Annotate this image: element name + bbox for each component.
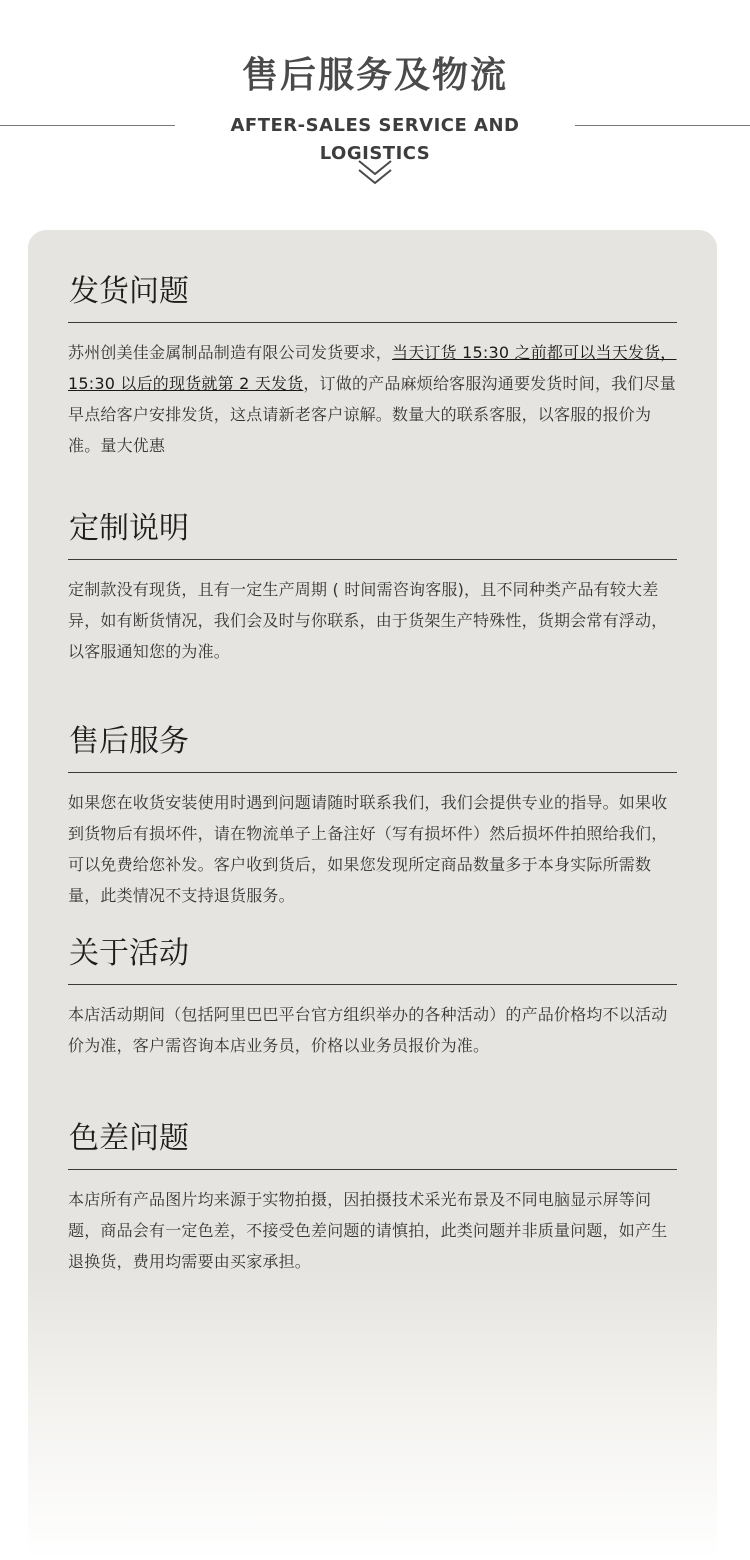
shipping-text-intro: 苏州创美佳金属制品制造有限公司发货要求， (68, 343, 393, 362)
section-heading: 售后服务 (69, 724, 189, 759)
section-promotions (68, 932, 677, 1061)
section-text: 本店所有产品图片均来源于实物拍摄，因拍摄技术采光布景及不同电脑显示屏等问题，商品会有一定色差，不接受色差问题的请慎拍，此类问题并非质量问题，如产生退换货，费用均需要由买家承担。 (68, 1190, 668, 1271)
section-text: 定制款没有现货，且有一定生产周期 ( 时间需咨询客服)，且不同种类产品有较大差异，如有断货情况，我们会及时与你联系，由于货架生产特殊性，货期会常有浮动，以客服通知您的为准。 (68, 580, 668, 661)
section-heading: 定制说明 (69, 511, 189, 546)
page-subtitle: AFTER-SALES SERVICE AND LOGISTICS (230, 115, 520, 164)
section-shipping (68, 270, 677, 461)
shipping-highlight: 当天订货 15:30 之前都可以当天发货，15:30 以后的现货就第 2 天发货 (68, 343, 677, 393)
double-chevron-down-icon (356, 157, 394, 189)
section-divider (68, 984, 677, 985)
section-text: 本店活动期间（包括阿里巴巴平台官方组织举办的各种活动）的产品价格均不以活动价为准，客户需咨询本店业务员，价格以业务员报价为准。 (68, 1005, 668, 1055)
subtitle-row (0, 112, 750, 164)
page-title: 售后服务及物流 (241, 55, 508, 96)
shipping-text-rest: ，订做的产品麻烦给客服沟通要发货时间，我们尽量早点给客户安排发货，这点请新老客户谅解。数量大的联系客服，以客服的报价为准。量大优惠 (68, 374, 676, 455)
page-header (0, 0, 750, 200)
info-card (28, 230, 717, 1560)
subtitle-rule-left (0, 125, 175, 126)
section-divider (68, 1169, 677, 1170)
section-color-difference (68, 1117, 677, 1277)
section-divider (68, 322, 677, 323)
subtitle-rule-right (575, 125, 750, 126)
section-after-sales (68, 720, 677, 911)
section-customization (68, 507, 677, 667)
section-heading: 关于活动 (69, 936, 189, 971)
section-divider (68, 772, 677, 773)
section-heading: 色差问题 (69, 1121, 189, 1156)
section-text (68, 337, 677, 461)
section-heading: 发货问题 (69, 274, 189, 309)
section-text: 如果您在收货安装使用时遇到问题请随时联系我们，我们会提供专业的指导。如果收到货物后有损坏件，请在物流单子上备注好（写有损坏件）然后损坏件拍照给我们，可以免费给您补发。客户收到货后，如果您发现所定商品数量多于本身实际所需数量，此类情况不支持退货服务。 (68, 793, 668, 905)
section-divider (68, 559, 677, 560)
